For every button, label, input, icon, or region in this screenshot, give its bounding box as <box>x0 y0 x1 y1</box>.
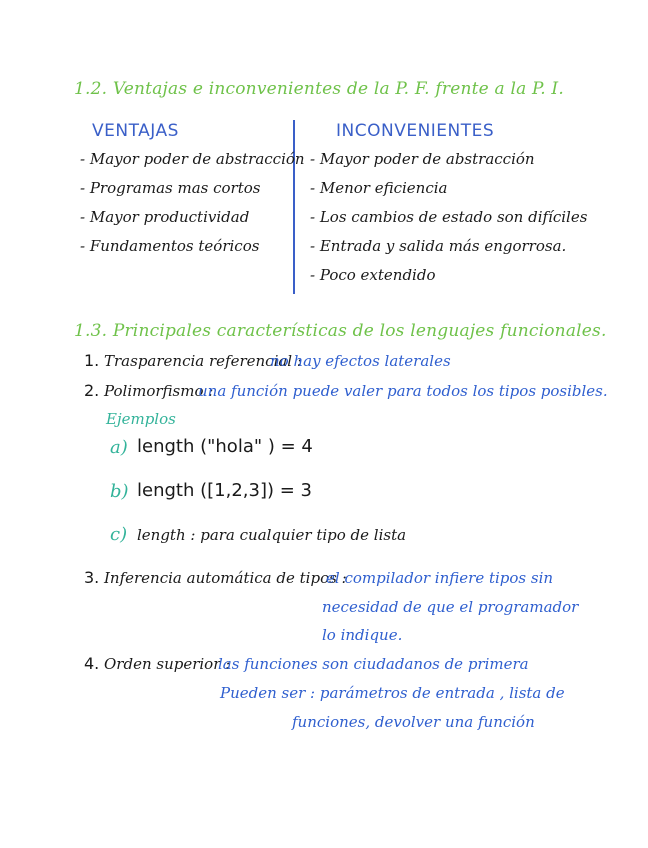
ventaja-item: - Mayor poder de abstracción <box>80 150 305 168</box>
item-label: Inferencia automática de tipos : <box>104 569 347 587</box>
ventaja-item: - Programas mas cortos <box>80 179 261 197</box>
inconveniente-item: - Mayor poder de abstracción <box>310 150 535 168</box>
example-text: length ("hola" ) = 4 <box>137 436 313 457</box>
example-text: length ([1,2,3]) = 3 <box>137 480 312 501</box>
ventaja-item: - Mayor productividad <box>80 208 250 226</box>
item-label: Trasparencia referencial : <box>104 352 302 370</box>
item-description-line: el compilador infiere tipos sin <box>326 569 554 587</box>
item-description-line: lo indique. <box>322 626 403 644</box>
item-label: Polimorfismo : <box>104 382 214 400</box>
item-description-line: funciones, devolver una función <box>292 713 535 731</box>
item-description-line: necesidad de que el programador <box>322 598 579 616</box>
item-number: 4. <box>84 654 100 673</box>
inconveniente-item: - Los cambios de estado son difíciles <box>310 208 588 226</box>
item-description-line: Pueden ser : parámetros de entrada , lista de <box>220 684 565 702</box>
inconveniente-item: - Menor eficiencia <box>310 179 448 197</box>
item-description-line: las funciones son ciudadanos de primera <box>218 655 529 673</box>
examples-label: Ejemplos <box>106 410 176 428</box>
item-number: 1. <box>84 351 100 370</box>
column-divider <box>293 120 295 294</box>
ventajas-heading: VENTAJAS <box>92 121 179 141</box>
item-number: 3. <box>84 568 100 587</box>
section-title-1-3: 1.3. Principales características de los lenguajes funcionales. <box>74 321 607 341</box>
ventaja-item: - Fundamentos teóricos <box>80 237 260 255</box>
item-description: no hay efectos laterales <box>270 352 451 370</box>
inconveniente-item: - Poco extendido <box>310 266 436 284</box>
example-marker: c) <box>110 524 128 545</box>
item-description: una función puede valer para todos los tipos posibles. <box>198 382 608 400</box>
example-marker: b) <box>110 481 129 502</box>
example-marker: a) <box>110 437 128 458</box>
section-title-1-2: 1.2. Ventajas e inconvenientes de la P. F. frente a la P. I. <box>74 79 564 99</box>
inconveniente-item: - Entrada y salida más engorrosa. <box>310 237 567 255</box>
inconvenientes-heading: INCONVENIENTES <box>336 121 495 141</box>
item-label: Orden superior : <box>104 655 231 673</box>
example-text: length : para cualquier tipo de lista <box>137 526 407 544</box>
item-number: 2. <box>84 381 100 400</box>
